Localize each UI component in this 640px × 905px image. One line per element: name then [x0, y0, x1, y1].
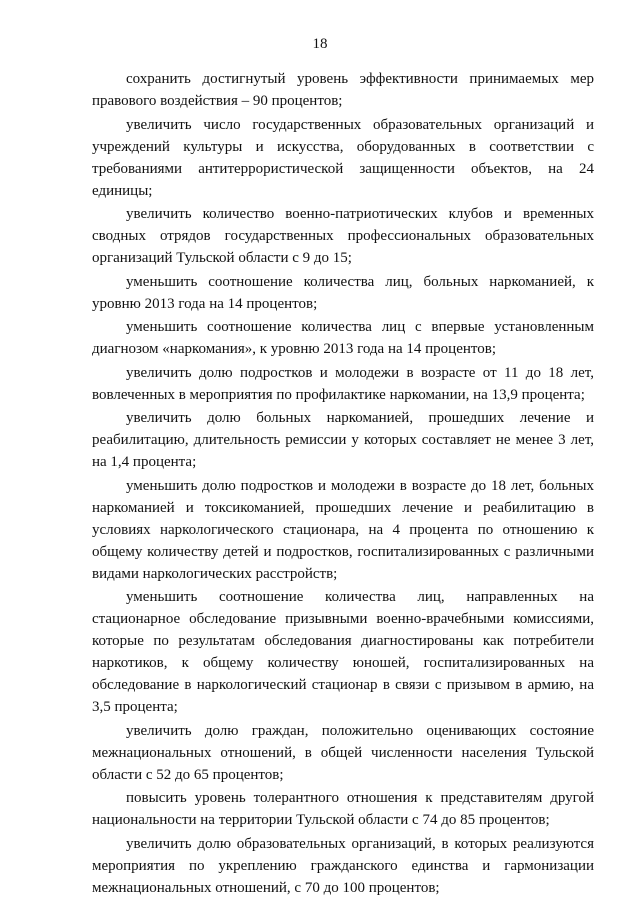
page-number: 18 — [312, 36, 328, 52]
paragraph: уменьшить соотношение количества лиц, больных наркоманией, к уровню 2013 года на 14 процентов; — [92, 273, 594, 312]
paragraph: увеличить количество военно-патриотических клубов и временных сводных отрядов государственных профессиональных образовательных организаций Тульской области с 9 до 15; — [92, 206, 594, 266]
paragraph: уменьшить долю подростков и молодежи в возрасте до 18 лет, больных наркоманией и токсикоманией, прошедших лечение и реабилитацию в условиях наркологического стационара, на 4 процента по отношению к общему количеству детей и подростков, госпитализированных с различными видами наркологических расстройств; — [92, 477, 594, 582]
paragraph: уменьшить соотношение количества лиц с впервые установленным диагнозом «наркомания», к уровню 2013 года на 14 процентов; — [92, 319, 594, 357]
paragraph: увеличить долю больных наркоманией, прошедших лечение и реабилитацию, длительность ремиссии у которых составляет не менее 3 лет, на 1,4 процента; — [92, 410, 594, 470]
paragraph: увеличить долю подростков и молодежи в возрасте от 11 до 18 лет, вовлеченных в мероприятия по профилактике наркомании, на 13,9 процента; — [92, 364, 594, 403]
paragraph: повысить уровень толерантного отношения к представителям другой национальности на территории Тульской области с 74 до 85 процентов; — [92, 790, 594, 828]
paragraph: увеличить долю граждан, положительно оценивающих состояние межнациональных отношений, в общей численности населения Тульской области с 52 до 65 процентов; — [92, 722, 594, 783]
paragraph: увеличить число государственных образовательных организаций и учреждений культуры и искусства, оборудованных в соответствии с требованиями антитеррористической защищенности объектов, на 24 единицы; — [92, 116, 594, 199]
document-body — [92, 68, 594, 900]
paragraph: уменьшить соотношение количества лиц, направленных на стационарное обследование призывными военно-врачебными комиссиями, которые по результатам обследования диагностированы как потребители наркотиков, к общему количеству юношей, госпитализированных на обследование в наркологический стационар в связи с призывом в армию, на 3,5 процента; — [92, 589, 594, 715]
paragraph: увеличить долю образовательных организаций, в которых реализуются мероприятия по укреплению гражданского единства и гармонизации межнациональных отношений, с 70 до 100 процентов; — [92, 835, 594, 896]
paragraph: сохранить достигнутый уровень эффективности принимаемых мер правового воздействия – 90 процентов; — [92, 71, 594, 109]
